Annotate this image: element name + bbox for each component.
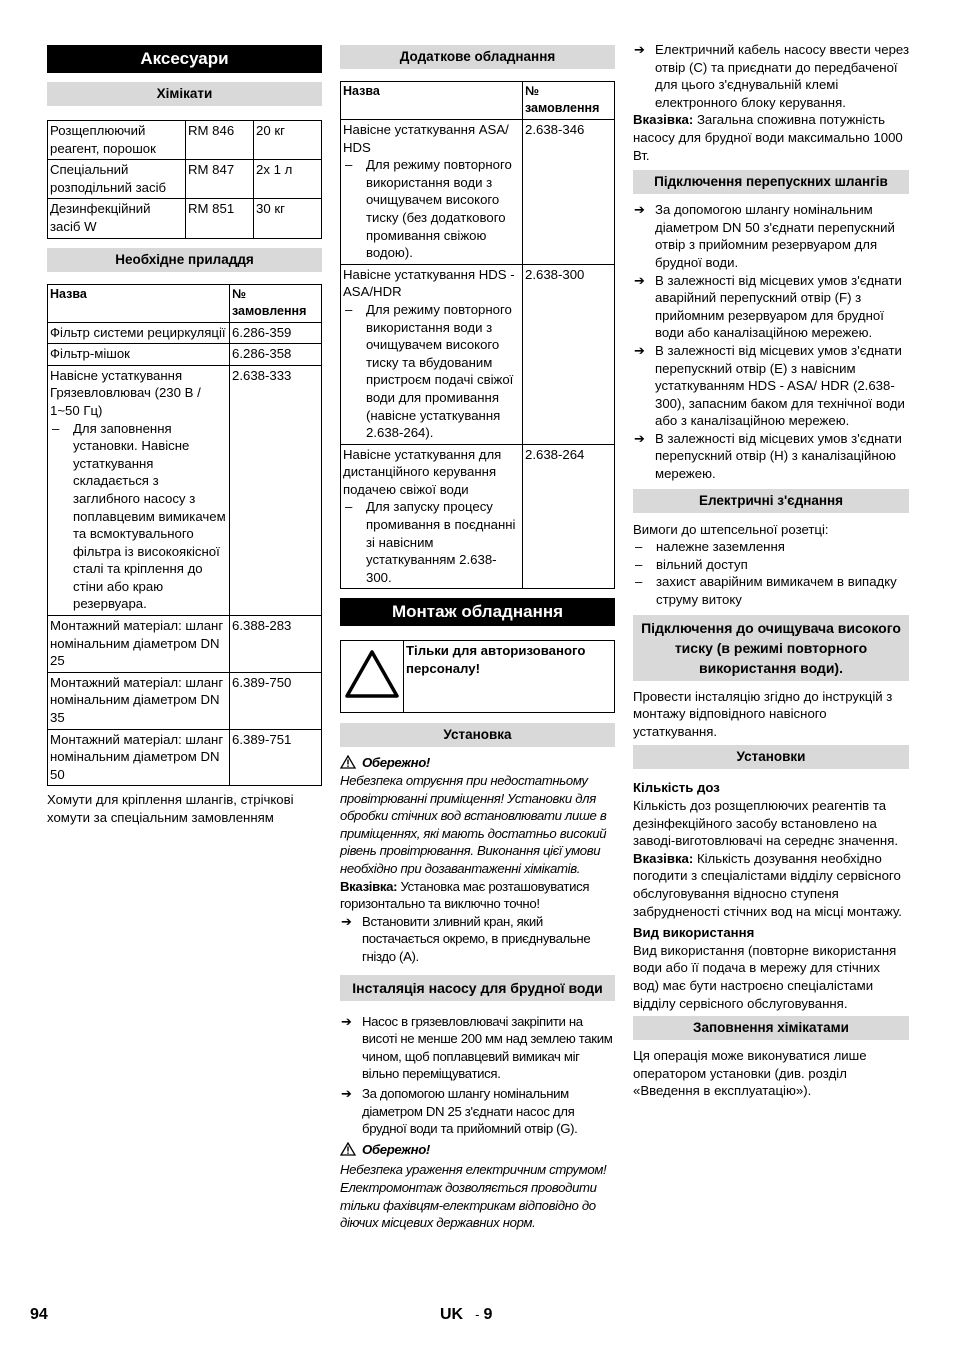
step-bypass: ➔ В залежності від місцевих умов з'єднати перепускний отвір (E) з навісним устаткуванням HDS - ASA/ HDR (2.638-300), запасним баком для технічної води або з каналізаційною мережею. xyxy=(633,342,909,430)
language-code: UK xyxy=(440,1306,464,1323)
required-accessories-table xyxy=(47,284,322,787)
table-row xyxy=(48,672,322,729)
column-header-order: № замовлення xyxy=(523,82,615,120)
footer-separator: - xyxy=(475,1307,480,1322)
item-note: – Для режиму повторного використання води з очищувачем високого тиску (без додаткового промивання свіжою водою). xyxy=(343,156,520,262)
item-order-number: 6.389-751 xyxy=(230,729,322,786)
use-text: Вид використання (повторне використання води або її подача в мережу для стічних вод) має бути настроєно спеціалістами відділу сервісного обслуговування. xyxy=(633,942,897,1011)
table-row xyxy=(341,444,615,589)
warning-triangle-icon xyxy=(341,641,404,713)
section-page-number: 9 xyxy=(483,1306,493,1323)
table-row xyxy=(48,322,322,344)
caution-1 xyxy=(340,754,615,772)
extra-equipment-table xyxy=(340,81,615,589)
chemical-name: Спеціальний розподільний засіб xyxy=(48,160,186,199)
item-name-text: Навісне устаткування HDS - ASA/HDR xyxy=(343,266,515,300)
chemical-name: Дезинфекційний засіб W xyxy=(48,199,186,238)
column-right xyxy=(633,41,909,1100)
item-name-text: Навісне устаткування Грязевловлювач (230 В / 1~50 Гц) xyxy=(50,367,201,418)
item-note: – Для запуску процесу промивання в поєднанні зі навісним устаткуванням 2.638-300. xyxy=(343,498,520,586)
item-order-number: 2.638-300 xyxy=(523,264,615,444)
subsection-title-extra-equipment: Додаткове обладнання xyxy=(340,45,615,69)
step-bypass: ➔ В залежності від місцевих умов з'єднати перепускний отвір (H) з каналізаційною мережею. xyxy=(633,430,909,483)
pump-content xyxy=(340,1013,615,1232)
table-row xyxy=(48,365,322,615)
note-label: Вказівка: xyxy=(633,850,694,866)
item-order-number: 2.638-333 xyxy=(230,365,322,615)
warning-row xyxy=(341,641,615,713)
subsection-title-settings: Установки xyxy=(633,745,909,769)
column-header-name: Назва xyxy=(48,284,230,322)
high-pressure-text: Провести інсталяцію згідно до інструкцій з монтажу відповідного навісного устаткування. xyxy=(633,688,893,739)
install-content xyxy=(340,754,615,965)
install-note xyxy=(340,878,615,913)
step-cable: ➔ Електричний кабель насосу ввести через отвір (С) та приєднати до передбаченої для цього з'єднувальній клемі електронного блоку керування. xyxy=(633,41,909,111)
caution-title: Обережно! xyxy=(362,1141,430,1157)
item-order-number: 2.638-264 xyxy=(523,444,615,589)
chemical-code: RM 847 xyxy=(186,160,254,199)
table-row xyxy=(48,199,322,238)
subsection-title-install: Установка xyxy=(340,723,615,747)
caution-icon xyxy=(340,1142,356,1156)
item-name: Фільтр-мішок xyxy=(48,344,230,366)
bypass-steps xyxy=(633,201,909,483)
item-name-text: Навісне устаткування ASA/ HDS xyxy=(343,122,509,155)
column-header-name: Назва xyxy=(341,82,523,120)
subsection-title-pump: Інсталяція насосу для брудної води xyxy=(340,975,615,1001)
item-name: Фільтр системи рециркуляції xyxy=(48,322,230,344)
item-name xyxy=(341,264,523,444)
item-name xyxy=(341,444,523,589)
subsection-title-high-pressure: Підключення до очищувача високого тиску (в режимі повторного використання води). xyxy=(633,615,909,681)
item-name-text: Навісне устаткування для дистанційного керування подачею свіжої води xyxy=(343,446,502,497)
caution-2 xyxy=(340,1141,615,1159)
list-item: – захист аварійним вимикачем в випадку струму витоку xyxy=(633,573,909,608)
clamps-note: Хомути для кріплення шлангів, стрічкові хомути за спеціальним замовленням xyxy=(47,792,294,825)
list-item: – вільний доступ xyxy=(633,556,909,574)
note-text: Кількість дозування необхідно погодити з спеціалістами відділу сервісного обслуговування відносно ступеня забрудненості стічних вод на місці монтажу. xyxy=(633,850,902,919)
column-left xyxy=(47,45,322,827)
caution-icon xyxy=(340,755,356,769)
electrical-intro: Вимоги до штепсельної розетці: xyxy=(633,521,829,537)
note-text: Загальна споживна потужність насосу для брудної води максимально 1000 Вт. xyxy=(633,112,903,163)
item-name: Монтажний матеріал: шланг номінальним діаметром DN 35 xyxy=(48,672,230,729)
use-title: Вид використання xyxy=(633,925,755,941)
table-header-row xyxy=(48,284,322,322)
electrical-content xyxy=(633,521,909,609)
list-item: – належне заземлення xyxy=(633,538,909,556)
chemical-code: RM 846 xyxy=(186,121,254,160)
subsection-title-required: Необхідне приладдя xyxy=(47,248,322,272)
column-middle xyxy=(340,45,615,1232)
dose-title: Кількість доз xyxy=(633,780,720,796)
step-bypass: ➔ За допомогою шлангу номінальним діаметром DN 50 з'єднати перепускний отвір з прийомним резервуаром для брудної води. xyxy=(633,201,909,271)
caution-text: Небезпека отруєння при недостатньому провітрюванні приміщення! Установки для обробки стічних вод встановлювати лише в приміщеннях, які мають достатньо високий рівень провітрювання. Виконання цієї умови необхідно при дозавантаженні хімікатів. xyxy=(340,773,607,876)
item-name xyxy=(48,365,230,615)
table-row xyxy=(48,729,322,786)
chemical-qty: 30 кг xyxy=(254,199,322,238)
subsection-title-chemicals: Хімікати xyxy=(47,82,322,106)
note-label: Вказівка: xyxy=(633,112,694,128)
item-note: – Для режиму повторного використання води з очищувачем високого тиску та вбудованим пристроєм подачі свіжої води для промивання (навісне устаткування 2.638-264). xyxy=(343,301,520,442)
chemical-qty: 20 кг xyxy=(254,121,322,160)
section-title-accessories: Аксесуари xyxy=(47,45,322,73)
item-order-number: 6.389-750 xyxy=(230,672,322,729)
step-bypass: ➔ В залежності від місцевих умов з'єднати аварійний перепускний отвір (F) з прийомним резервуаром для брудної води або каналізаційною мережею. xyxy=(633,272,909,342)
item-name: Монтажний матеріал: шланг номінальним діаметром DN 25 xyxy=(48,616,230,673)
table-row xyxy=(341,264,615,444)
power-note xyxy=(633,111,909,164)
chemicals-table xyxy=(47,120,322,239)
page-number: 94 xyxy=(30,1306,48,1323)
item-order-number: 6.286-358 xyxy=(230,344,322,366)
caution-text: Небезпека ураження електричним струмом! Електромонтаж дозволяється проводити тільки фахівцям-електрикам відповідно до діючих місцевих державних норм. xyxy=(340,1162,607,1231)
chemical-name: Розщеплюючий реагент, порошок xyxy=(48,121,186,160)
fill-text: Ця операція може виконуватися лише оператором установки (див. розділ «Введення в експлуатацію»). xyxy=(633,1048,867,1099)
table-row xyxy=(48,344,322,366)
section-title-mounting: Монтаж обладнання xyxy=(340,598,615,626)
dose-note xyxy=(633,850,909,920)
column-header-order: № замовлення xyxy=(230,284,322,322)
table-header-row xyxy=(341,82,615,120)
item-note: – Для заповнення установки. Навісне устаткування складається з заглибного насосу з поплавцевим вимикачем та всмоктувального фільтра із високоякісної сталі та кріплення до стіни або краю резервуара. xyxy=(50,420,227,614)
table-row xyxy=(48,160,322,199)
table-row xyxy=(48,121,322,160)
step-pump-2: ➔ За допомогою шлангу номінальним діаметром DN 25 з'єднати насос для брудної води та прийомний отвір (G). xyxy=(340,1085,615,1138)
chemical-code: RM 851 xyxy=(186,199,254,238)
table-row xyxy=(341,120,615,265)
step-drain: ➔ Встановити зливний кран, який постачається окремо, в приєднувальне гніздо (А). xyxy=(340,913,615,966)
item-order-number: 6.286-359 xyxy=(230,322,322,344)
dose-text: Кількість доз розщеплюючих реагентів та дезінфекційного засобу встановлено на заводі-виготовлювачі на середнє значення. xyxy=(633,798,899,849)
item-order-number: 2.638-346 xyxy=(523,120,615,265)
caution-title: Обережно! xyxy=(362,755,430,771)
subsection-title-bypass: Підключення перепускних шлангів xyxy=(633,170,909,194)
item-name: Монтажний матеріал: шланг номінальним діаметром DN 50 xyxy=(48,729,230,786)
note-label: Вказівка: xyxy=(340,878,398,894)
authorized-personnel-box xyxy=(340,640,615,713)
footer-language-code xyxy=(440,1306,492,1324)
table-row xyxy=(48,616,322,673)
note-text: Установка має розташовуватися горизонтально та виключно точно! xyxy=(340,878,590,912)
authorized-personnel-text: Тільки для авторизованого персоналу! xyxy=(404,641,615,713)
step-pump-1: ➔ Насос в грязевловлювачі закріпити на висоті не менше 200 мм над землею таким чином, щоб поплавцевий вимикач міг вільно переміщуватися. xyxy=(340,1013,615,1083)
item-order-number: 6.388-283 xyxy=(230,616,322,673)
subsection-title-electrical: Електричні з'єднання xyxy=(633,489,909,513)
item-name xyxy=(341,120,523,265)
subsection-title-fill: Заповнення хімікатами xyxy=(633,1016,909,1040)
chemical-qty: 2x 1 л xyxy=(254,160,322,199)
settings-content xyxy=(633,779,909,1012)
